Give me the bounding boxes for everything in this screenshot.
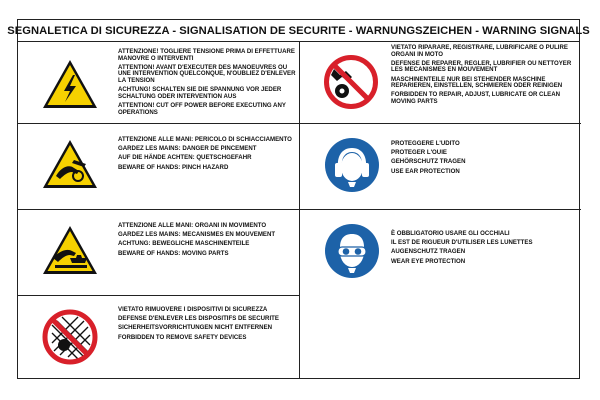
sign-text-eye-protection — [391, 231, 579, 268]
sign-text-ear-protection — [391, 141, 579, 178]
sign-cell-eye-protection — [301, 210, 581, 295]
hand-crush-hazard-icon — [41, 138, 99, 190]
sign-text-no-remove-guards — [118, 307, 298, 344]
no-repair-moving-parts-icon — [322, 53, 380, 111]
sign-cell-electric — [18, 42, 299, 123]
sign-text-moving-parts — [118, 223, 298, 260]
sign-line-fr: GARDEZ LES MAINS: DANGER DE PINCEMENT — [118, 145, 257, 153]
sign-line-fr: IL EST DE RIGUEUR D'UTILISER LES LUNETTES — [391, 239, 533, 247]
safety-signage-board — [7, 19, 590, 379]
sign-line-en: FORBIDDEN TO REMOVE SAFETY DEVICES — [118, 333, 247, 341]
sign-line-it: ATTENZIONE ALLE MANI: PERICOLO DI SCHIACCIAMENTO — [118, 136, 292, 143]
eye-protection-icon — [323, 222, 381, 280]
sign-line-de: MASCHINENTEILE NUR BEI STEHENDER MASCHINE REPARIEREN, EINSTELLEN, SCHMIEREN ODER REINIGEN — [391, 75, 563, 90]
sign-cell-no-remove-guards — [18, 296, 299, 378]
sign-line-en: FORBIDDEN TO REPAIR, ADJUST, LUBRICATE OR CLEAN MOVING PARTS — [391, 91, 561, 105]
sign-text-hand-crush — [118, 137, 298, 174]
sign-line-en: BEWARE OF HANDS: MOVING PARTS — [118, 249, 229, 257]
sign-line-fr: GARDEZ LES MAINS: MECANISMES EN MOUVEMENT — [118, 231, 276, 239]
sign-line-it: PROTEGGERE L'UDITO — [391, 140, 460, 147]
sign-line-fr: ATTENTION! AVANT D'EXECUTER DES MANOEUVRES OU UNE INTERVENTION QUELCONQUE, N'OUBLIEZ D'ENLEVER LA TENSION — [118, 63, 296, 84]
sign-cell-hand-crush — [18, 124, 299, 209]
sign-line-de: GEHÖRSCHUTZ TRAGEN — [391, 158, 466, 166]
sign-line-it: È OBBLIGATORIO USARE GLI OCCHIALI — [391, 230, 510, 237]
sign-line-en: BEWARE OF HANDS: PINCH HAZARD — [118, 163, 229, 171]
sign-cell-moving-parts — [18, 210, 299, 295]
sign-line-en: ATTENTION! CUT OFF POWER BEFORE EXECUTING ANY OPERATIONS — [118, 101, 286, 116]
sign-line-de: ACHTUNG: BEWEGLICHE MASCHINENTEILE — [118, 240, 250, 248]
sign-line-it: ATTENZIONE ALLE MANI: ORGANI IN MOVIMENTO — [118, 222, 267, 229]
sign-cell-ear-protection — [301, 124, 581, 209]
sign-line-de: ACHTUNG! SCHALTEN SIE DIE SPANNUNG VOR JEDER SCHALTUNG ODER INTERVENTION AUS — [118, 86, 282, 100]
no-removing-guards-icon — [40, 307, 100, 367]
moving-parts-hazard-icon — [41, 224, 99, 276]
sign-cell-no-repair — [301, 42, 581, 123]
sign-line-it: VIETATO RIMUOVERE I DISPOSITIVI DI SICUREZZA — [118, 306, 268, 313]
sign-text-no-repair — [391, 45, 579, 108]
sign-line-it: VIETATO RIPARARE, REGISTRARE, LUBRIFICARE O PULIRE ORGANI IN MOTO — [391, 44, 568, 58]
empty-cell — [301, 296, 581, 378]
sign-line-it: ATTENZIONE! TOGLIERE TENSIONE PRIMA DI EFFETTUARE MANOVRE O INTERVENTI — [118, 48, 295, 62]
board-title: SEGNALETICA DI SICUREZZA - SIGNALISATION DE SECURITE - WARNUNGSZEICHEN - WARNING SIGNALS — [18, 20, 579, 42]
ear-protection-icon — [323, 136, 381, 194]
sign-line-de: AUGENSCHUTZ TRAGEN — [391, 248, 466, 256]
sign-line-fr: DEFENSE D'ENLEVER LES DISPOSITIFS DE SECURITE — [118, 315, 279, 323]
sign-text-electric — [118, 49, 298, 119]
electric-hazard-icon — [41, 58, 99, 110]
sign-line-fr: PROTEGER L'OUIE — [391, 149, 447, 157]
sign-line-fr: DEFENSE DE REPARER, REGLER, LUBRIFIER OU NETTOYER LES MECANISMES EN MOUVEMENT — [391, 59, 572, 74]
sign-line-de: AUF DIE HÄNDE ACHTEN: QUETSCHGEFAHR — [118, 154, 252, 162]
sign-line-de: SICHERHEITSVORRICHTUNGEN NICHT ENTFERNEN — [118, 324, 273, 332]
sign-line-en: WEAR EYE PROTECTION — [391, 257, 466, 265]
sign-line-en: USE EAR PROTECTION — [391, 167, 460, 175]
